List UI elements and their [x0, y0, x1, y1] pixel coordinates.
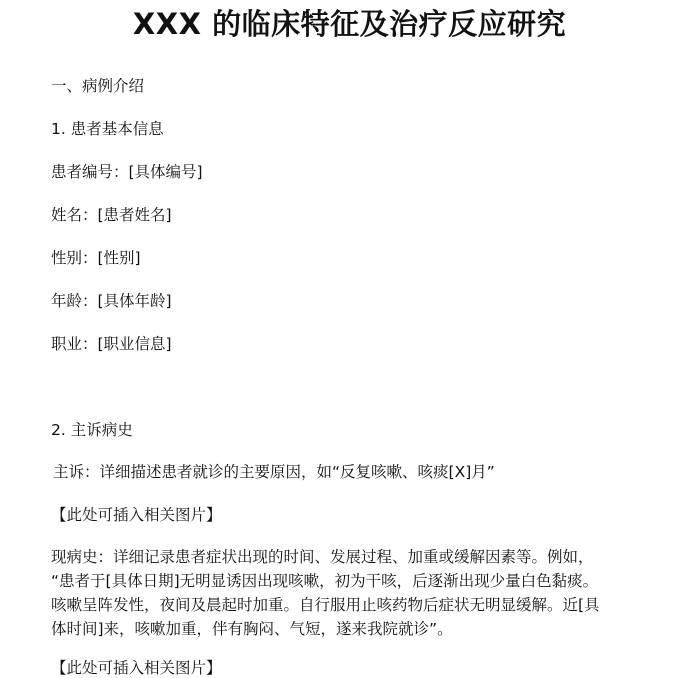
- field-patient-job: 职业：[职业信息]: [51, 335, 172, 353]
- image-placeholder-2: 【此处可插入相关图片】: [51, 659, 222, 677]
- field-patient-name: 姓名：[患者姓名]: [51, 206, 172, 224]
- field-patient-gender: 性别：[性别]: [51, 249, 141, 267]
- present-illness-line: “患者于[具体日期]无明显诱因出现咳嗽，初为干咳，后逐渐出现少量白色黏痰。: [51, 572, 599, 590]
- chief-complaint-text: 主诉：详细描述患者就诊的主要原因，如“反复咳嗽、咳痰[X]月”: [53, 463, 495, 481]
- field-patient-age: 年龄：[具体年龄]: [51, 292, 172, 310]
- image-placeholder-1: 【此处可插入相关图片】: [51, 506, 222, 524]
- document-title: XXX 的临床特征及治疗反应研究: [132, 7, 567, 41]
- present-illness-line: 咳嗽呈阵发性，夜间及晨起时加重。自行服用止咳药物后症状无明显缓解。近[具: [51, 596, 600, 614]
- field-patient-id: 患者编号：[具体编号]: [51, 163, 203, 181]
- subheading-patient-info: 1. 患者基本信息: [51, 120, 164, 138]
- subheading-chief-complaint: 2. 主诉病史: [51, 421, 133, 439]
- present-illness-line: 体时间]来，咳嗽加重，伴有胸闷、气短，遂来我院就诊”。: [51, 620, 453, 638]
- present-illness-line: 现病史：详细记录患者症状出现的时间、发展过程、加重或缓解因素等。例如，: [51, 548, 594, 566]
- present-illness-paragraph: [51, 545, 659, 641]
- section-heading-case-intro: 一、病例介绍: [51, 77, 145, 95]
